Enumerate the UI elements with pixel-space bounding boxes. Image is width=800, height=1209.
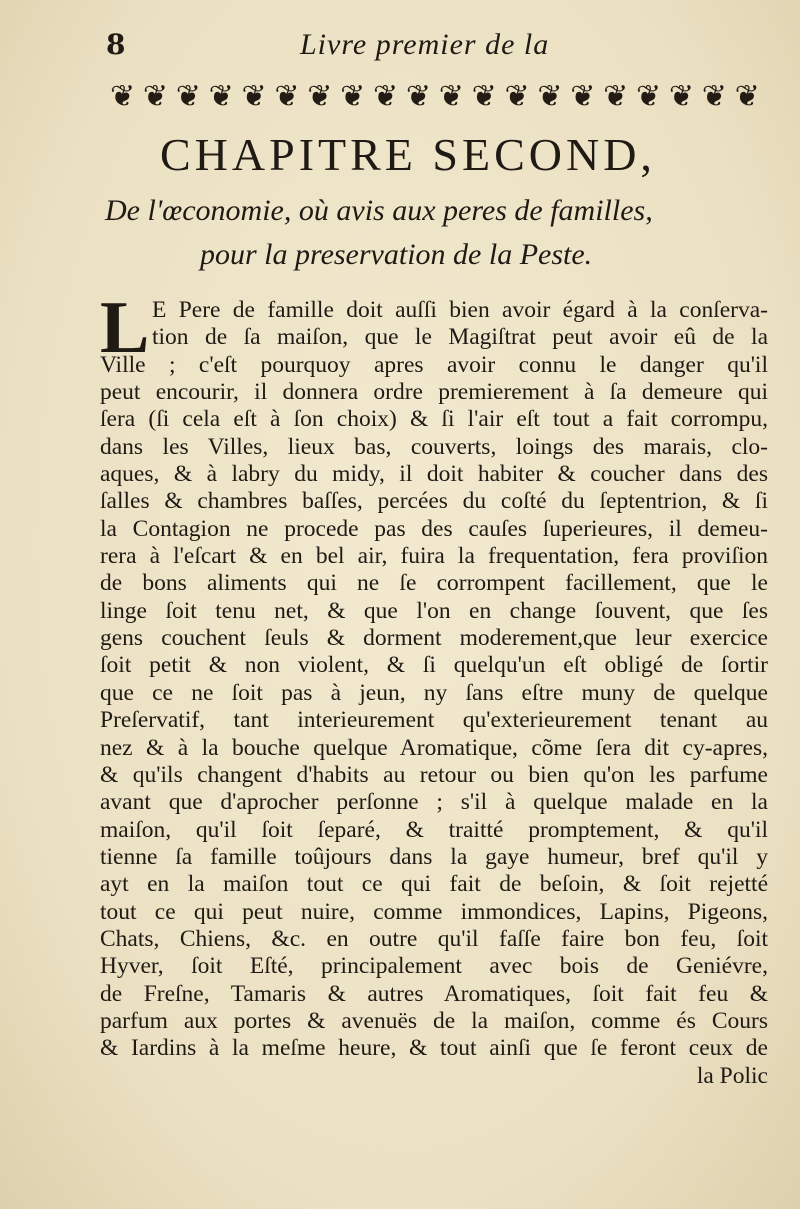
text-line: maiſon, qu'il ſoit ſeparé, & traitté promptement, & qu'il: [100, 816, 768, 843]
fleuron-icon: ❦: [734, 78, 760, 114]
chapter-title: CHAPITRE SECOND,: [160, 129, 656, 180]
page-number: 8: [106, 28, 126, 61]
chapter-subtitle-line-1: De l'œconomie, où avis aux peres de familles,: [105, 194, 653, 227]
fleuron-icon: ❦: [636, 78, 662, 114]
fleuron-icon: ❦: [110, 78, 136, 114]
fleuron-icon: ❦: [701, 78, 727, 114]
text-line: la Contagion ne procede pas des cauſes ſuperieures, il demeu-: [100, 515, 768, 542]
fleuron-icon: ❦: [570, 78, 596, 114]
text-line: ſera (ſi cela eſt à ſon choix) & ſi l'air eſt tout a fait corrompu,: [100, 406, 768, 433]
chapter-subtitle-line-2: pour la preservation de la Peste.: [200, 238, 593, 271]
fleuron-icon: ❦: [274, 78, 300, 114]
fleuron-icon: ❦: [405, 78, 432, 114]
text-line: Ville ; c'eſt pourquoy apres avoir connu le danger qu'il: [100, 351, 768, 378]
running-title: Livre premier de la: [300, 28, 550, 61]
ornament-band: [110, 78, 760, 114]
drop-cap: L: [100, 287, 150, 369]
text-line: gens couchent ſeuls & dorment moderement,que leur exercice: [100, 625, 768, 652]
text-line: peut encourir, il donnera ordre premierement à ſa demeure qui: [100, 379, 768, 406]
text-line: & qu'ils changent d'habits au retour ou bien qu'on les parfume: [100, 761, 768, 788]
text-line: que ce ne ſoit pas à jeun, ny ſans eſtre muny de quelque: [100, 679, 768, 706]
text-line: linge ſoit tenu net, & que l'on en change ſouvent, que ſes: [100, 597, 768, 624]
text-line: tienne ſa famille toûjours dans la gaye humeur, bref qu'il y: [100, 843, 768, 870]
text-line: dans les Villes, lieux bas, couverts, loings des marais, clo-: [100, 433, 768, 460]
fleuron-icon: ❦: [537, 78, 563, 114]
text-line: tout ce qui peut nuire, comme immondices, Lapins, Pigeons,: [100, 898, 768, 925]
fleuron-icon: ❦: [603, 78, 629, 114]
text-line: rera à l'eſcart & en bel air, fuira la frequentation, fera proviſion: [100, 543, 768, 570]
body-text: [100, 287, 768, 1090]
text-line: Preſervatif, tant interieurement qu'exterieurement tenant au: [100, 707, 768, 734]
text-line: avant que d'aprocher perſonne ; s'il à quelque malade en la: [100, 789, 768, 816]
text-line: nez & à la bouche quelque Aromatique, cõme ſera dit cy-apres,: [100, 734, 768, 761]
fleuron-icon: ❦: [175, 78, 201, 114]
page-header: [100, 28, 760, 68]
fleuron-icon: ❦: [471, 78, 497, 114]
fleuron-icon: ❦: [340, 78, 366, 114]
fleuron-icon: ❦: [373, 78, 399, 114]
fleuron-icon: ❦: [142, 78, 169, 114]
text-line-catchword: la Polic: [696, 1062, 768, 1089]
text-line: ayt en la maiſon tout ce qui fait de beſoin, & ſoit rejetté: [100, 871, 768, 898]
text-line: parfum aux portes & avenuës de la maiſon, comme és Cours: [100, 1007, 768, 1034]
fleuron-icon: ❦: [504, 78, 530, 114]
text-line: E Pere de famille doit auſſi bien avoir égard à la conſerva-: [152, 297, 768, 323]
fleuron-icon: ❦: [241, 78, 267, 114]
text-line: Chats, Chiens, &c. en outre qu'il faſſe faire bon feu, ſoit: [100, 925, 768, 952]
fleuron-icon: ❦: [668, 78, 695, 114]
text-line: ſalles & chambres baſſes, percées du coſté du ſeptentrion, & ſi: [100, 488, 768, 515]
text-line: ſoit petit & non violent, & ſi quelqu'un eſt obligé de ſortir: [100, 652, 768, 679]
fleuron-icon: ❦: [208, 78, 234, 114]
text-line: aques, & à labry du midy, il doit habiter & coucher dans des: [100, 461, 768, 488]
text-line: Hyver, ſoit Eſté, principalement avec bois de Geniévre,: [100, 953, 768, 980]
fleuron-icon: ❦: [307, 78, 333, 114]
text-line: tion de ſa maiſon, que le Magiſtrat peut avoir eû de la: [152, 324, 768, 351]
text-line: de Freſne, Tamaris & autres Aromatiques, ſoit fait feu &: [100, 980, 768, 1007]
text-line: de bons aliments qui ne ſe corrompent facillement, que le: [100, 570, 768, 597]
fleuron-icon: ❦: [438, 78, 464, 114]
text-line: & Iardins à la meſme heure, & tout ainſi que ſe feront ceux de: [100, 1035, 768, 1062]
